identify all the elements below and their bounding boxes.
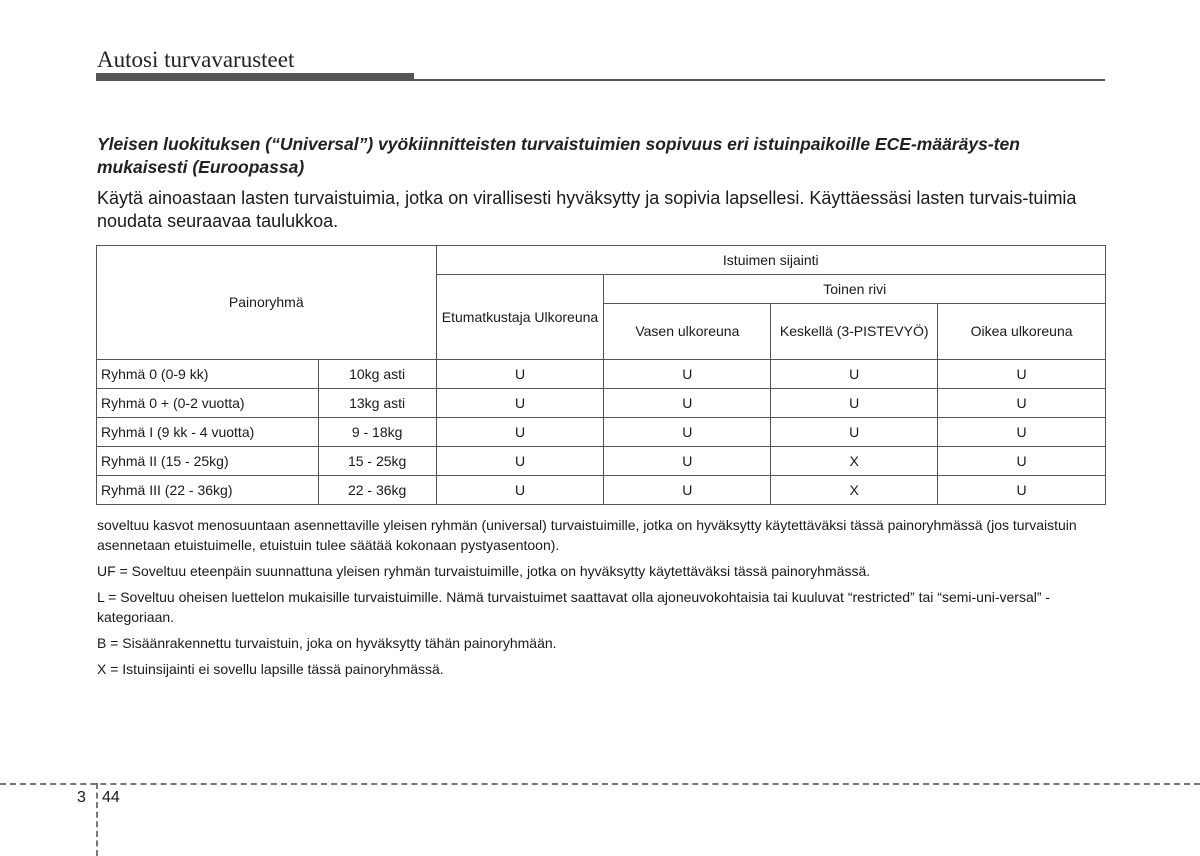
front-cell: U <box>436 360 604 389</box>
footer-divider <box>0 783 1200 785</box>
table-row <box>97 418 1106 447</box>
table-row <box>97 389 1106 418</box>
left-outer-header: Vasen ulkoreuna <box>604 304 771 360</box>
group-cell: Ryhmä 0 + (0-2 vuotta) <box>97 389 319 418</box>
section-heading: Yleisen luokituksen (“Universal”) vyökiinnitteisten turvaistuimien sopivuus eri istuinpaikoille ECE-määräys-ten mukaisesti (Euroopassa) <box>97 134 1020 177</box>
seat-suitability-table <box>96 245 1106 505</box>
right-outer-cell: U <box>938 418 1106 447</box>
weight-cell: 10kg asti <box>318 360 436 389</box>
right-outer-cell: U <box>938 447 1106 476</box>
note-x: X = Istuinsijainti ei sovellu lapsille tässä painoryhmässä. <box>97 661 444 677</box>
front-cell: U <box>436 389 604 418</box>
front-cell: U <box>436 476 604 505</box>
center-cell: X <box>771 447 938 476</box>
center-cell: X <box>771 476 938 505</box>
second-row-header: Toinen rivi <box>604 275 1106 304</box>
front-cell: U <box>436 447 604 476</box>
weight-cell: 15 - 25kg <box>318 447 436 476</box>
front-passenger-header: Etumatkustaja Ulkoreuna <box>436 275 604 360</box>
chapter-number: 3 <box>77 789 86 806</box>
seat-position-header: Istuimen sijainti <box>436 246 1105 275</box>
note-b: B = Sisäänrakennettu turvaistuin, joka on hyväksytty tähän painoryhmään. <box>97 635 557 651</box>
right-outer-header: Oikea ulkoreuna <box>938 304 1106 360</box>
group-cell: Ryhmä III (22 - 36kg) <box>97 476 319 505</box>
header-rule-thin <box>96 79 1105 81</box>
table-row <box>97 360 1106 389</box>
note-uf: UF = Soveltuu eteenpäin suunnattuna yleisen ryhmän turvaistuimille, jotka on hyväksytty käytettäväksi tässä painoryhmässä. <box>97 563 871 579</box>
center-cell: U <box>771 389 938 418</box>
weight-cell: 9 - 18kg <box>318 418 436 447</box>
left-outer-cell: U <box>604 418 771 447</box>
weight-cell: 22 - 36kg <box>318 476 436 505</box>
group-cell: Ryhmä II (15 - 25kg) <box>97 447 319 476</box>
center-seat-header: Keskellä (3-PISTEVYÖ) <box>771 304 938 360</box>
left-outer-cell: U <box>604 389 771 418</box>
right-outer-cell: U <box>938 476 1106 505</box>
page-header-title: Autosi turvavarusteet <box>97 47 295 72</box>
left-outer-cell: U <box>604 447 771 476</box>
group-cell: Ryhmä I (9 kk - 4 vuotta) <box>97 418 319 447</box>
left-outer-cell: U <box>604 360 771 389</box>
center-cell: U <box>771 418 938 447</box>
group-cell: Ryhmä 0 (0-9 kk) <box>97 360 319 389</box>
notes-section <box>97 515 1109 685</box>
weight-group-header: Painoryhmä <box>97 246 437 360</box>
intro-paragraph: Käytä ainoastaan lasten turvaistuimia, jotka on virallisesti hyväksytty ja sopivia lapsellesi. Käyttäessäsi lasten turvais-tuimia noudata seuraavaa taulukkoa. <box>97 188 1077 231</box>
note-l: L = Soveltuu oheisen luettelon mukaisille turvaistuimille. Nämä turvaistuimet saattavat olla ajoneuvokohtaisia tai kuuluvat “restricted” tai “semi-uni-versal” -kategoriaan. <box>97 589 1051 625</box>
center-cell: U <box>771 360 938 389</box>
table-row <box>97 447 1106 476</box>
right-outer-cell: U <box>938 389 1106 418</box>
right-outer-cell: U <box>938 360 1106 389</box>
note-universal: soveltuu kasvot menosuuntaan asennettaville yleisen ryhmän (universal) turvaistuimille, jotka on hyväksytty käytettäväksi tässä painoryhmässä (jos turvaistuin asennetaan etuistuimelle, etuistuin tulee säätää kokonaan pystyasentoon). <box>97 517 1077 553</box>
footer-vertical-divider <box>96 783 98 856</box>
page-number: 44 <box>102 789 120 806</box>
left-outer-cell: U <box>604 476 771 505</box>
weight-cell: 13kg asti <box>318 389 436 418</box>
table-row <box>97 476 1106 505</box>
front-cell: U <box>436 418 604 447</box>
